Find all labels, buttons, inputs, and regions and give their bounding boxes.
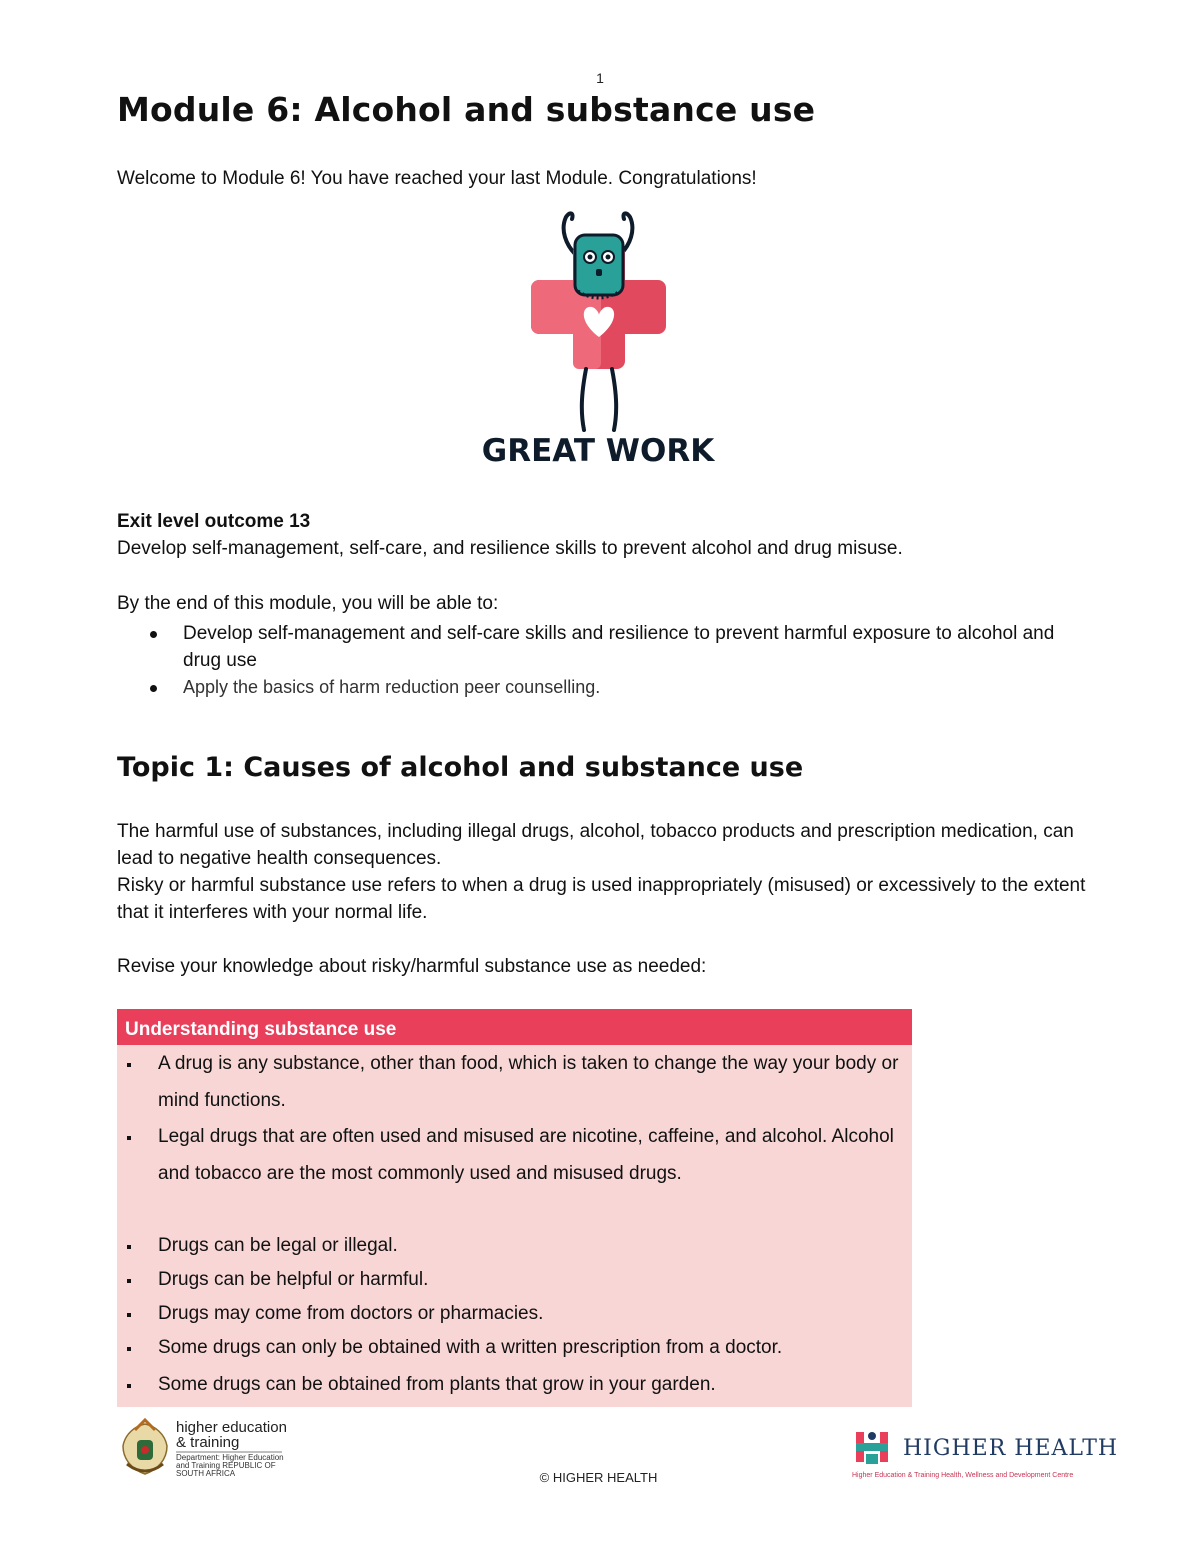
topic-paragraph-3: Revise your knowledge about risky/harmful substance use as needed:	[117, 956, 707, 977]
bullet-icon	[150, 685, 157, 692]
list-item-text: A drug is any substance, other than food, which is taken to change the way your body or mind functions.	[158, 1053, 899, 1111]
bullet-icon	[127, 1313, 131, 1317]
list-item-text: Drugs can be legal or illegal.	[158, 1235, 398, 1256]
topic-paragraph-1: The harmful use of substances, including illegal drugs, alcohol, tobacco products and prescription medication, can lead to negative health consequences.	[117, 821, 1074, 869]
info-box-title: Understanding substance use	[117, 1009, 912, 1045]
outcome-title: Exit level outcome 13	[117, 511, 311, 532]
higher-health-tagline: Higher Education & Training Health, Wellness and Development Centre	[852, 1472, 1074, 1479]
list-item	[158, 1262, 903, 1299]
mascot-caption: GREAT WORK	[481, 433, 715, 469]
objectives-lead: By the end of this module, you will be able to:	[117, 593, 499, 614]
objective-text: Apply the basics of harm reduction peer counselling.	[183, 677, 601, 697]
list-item-text: Legal drugs that are often used and misused are nicotine, caffeine, and alcohol. Alcohol and tobacco are the most commonly used and misused drugs.	[158, 1126, 894, 1184]
list-item	[158, 1367, 903, 1404]
list-item	[158, 1228, 903, 1265]
logo-line-2: & training	[176, 1434, 240, 1451]
higher-health-name: HIGHER HEALTH	[903, 1436, 1119, 1461]
logo-line-1: higher education	[176, 1419, 287, 1436]
logo-line-3: Department: Higher Education and Training REPUBLIC OF SOUTH AFRICA	[176, 1453, 284, 1478]
info-box-list	[117, 1009, 912, 1407]
bullet-icon	[127, 1063, 131, 1067]
list-item	[117, 620, 1077, 674]
list-item-text: Drugs can be helpful or harmful.	[158, 1269, 429, 1290]
list-item-text: Some drugs can be obtained from plants that grow in your garden.	[158, 1374, 716, 1395]
bullet-icon	[127, 1245, 131, 1249]
bullet-icon	[127, 1347, 131, 1351]
list-item	[158, 1046, 903, 1119]
objectives-list	[117, 620, 1077, 701]
topic-title: Topic 1: Causes of alcohol and substance use	[117, 752, 804, 783]
module-title: Module 6: Alcohol and substance use	[117, 90, 816, 129]
topic-paragraph-2: Risky or harmful substance use refers to when a drug is used inappropriately (misused) or excessively to the extent that it interferes with your normal life.	[117, 875, 1086, 923]
list-item-text: Some drugs can only be obtained with a written prescription from a doctor.	[158, 1337, 783, 1358]
outcome-text: Develop self-management, self-care, and resilience skills to prevent alcohol and drug misuse.	[117, 538, 903, 559]
bullet-icon	[127, 1279, 131, 1283]
objective-text: Develop self-management and self-care skills and resilience to prevent harmful exposure to alcohol and drug use	[183, 623, 1055, 671]
medical-cross-mascot-icon	[481, 205, 715, 475]
page-number: 1	[596, 70, 604, 86]
list-item-text: Drugs may come from doctors or pharmacies.	[158, 1303, 544, 1324]
bullet-icon	[127, 1384, 131, 1388]
list-item	[158, 1296, 903, 1333]
list-item	[158, 1330, 903, 1367]
intro-text: Welcome to Module 6! You have reached your last Module. Congratulations!	[117, 168, 757, 189]
list-item	[117, 674, 1077, 701]
bullet-icon	[127, 1136, 131, 1140]
copyright-text: © HIGHER HEALTH	[539, 1470, 658, 1485]
info-box	[117, 1009, 912, 1407]
list-item	[158, 1119, 903, 1192]
bullet-icon	[150, 631, 157, 638]
